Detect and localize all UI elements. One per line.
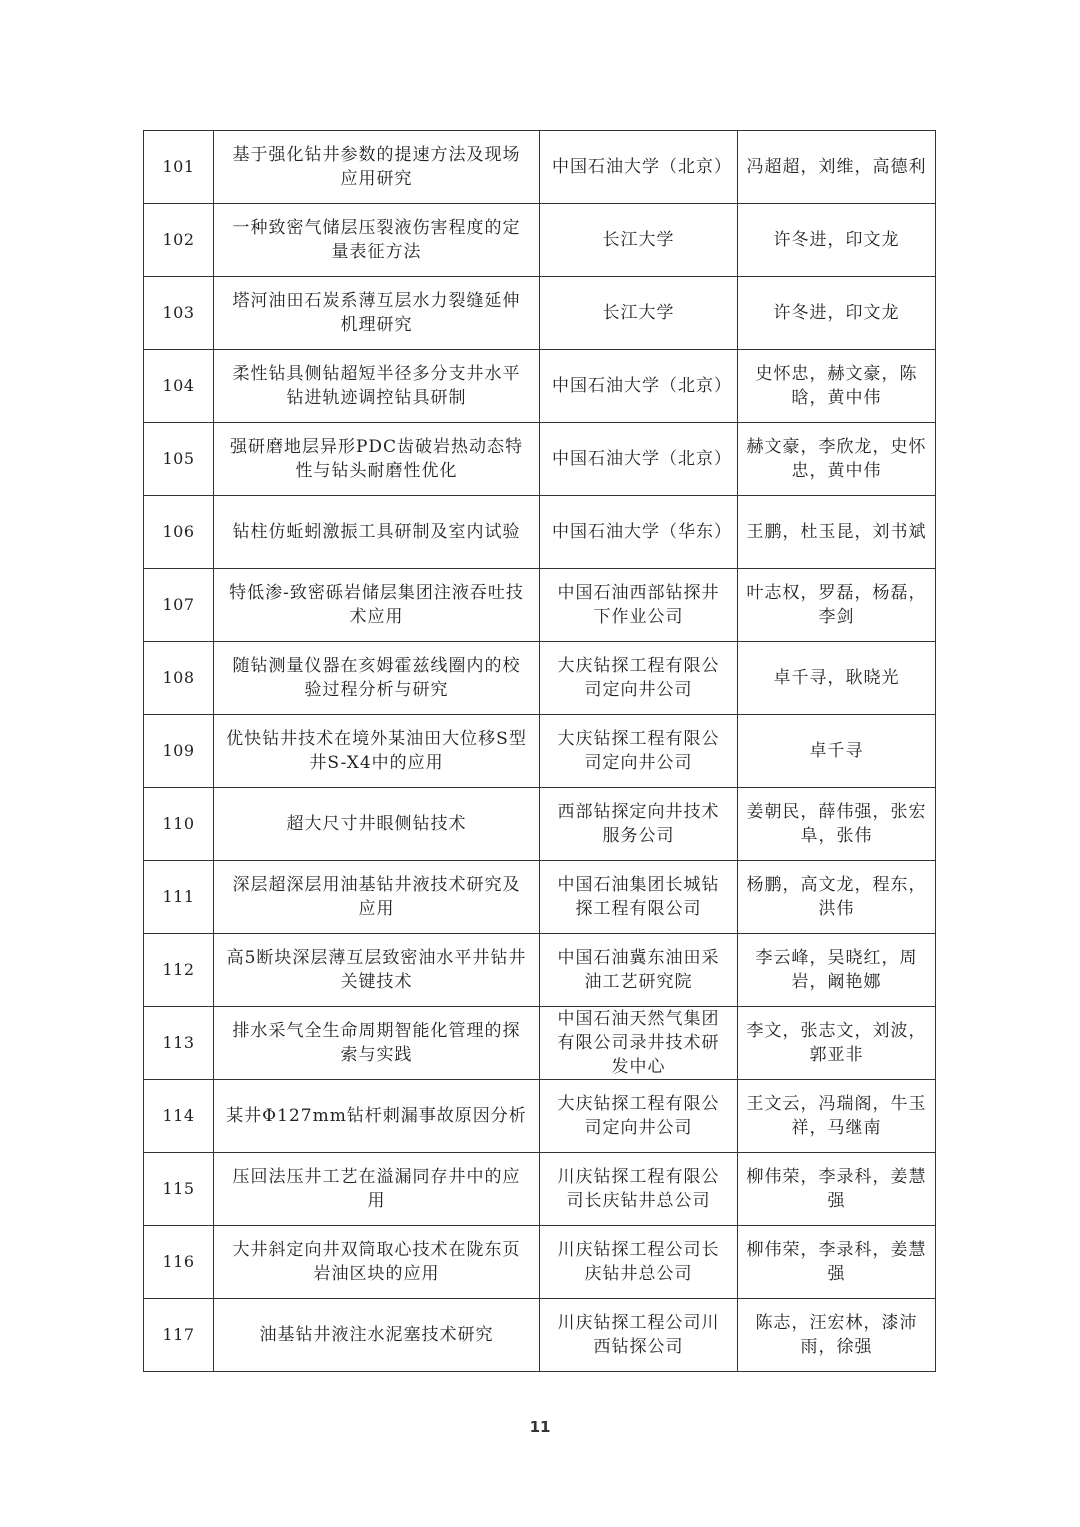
cell-number: 108 — [144, 642, 214, 715]
cell-number: 110 — [144, 788, 214, 861]
cell-title: 大井斜定向井双筒取心技术在陇东页岩油区块的应用 — [214, 1226, 540, 1299]
cell-number: 104 — [144, 350, 214, 423]
table-row — [144, 423, 936, 496]
cell-title: 压回法压井工艺在溢漏同存井中的应用 — [214, 1153, 540, 1226]
table-row — [144, 1080, 936, 1153]
cell-authors: 李文，张志文，刘波，郭亚非 — [738, 1007, 936, 1080]
cell-authors: 卓千寻，耿晓光 — [738, 642, 936, 715]
cell-authors: 冯超超，刘维，高德利 — [738, 131, 936, 204]
cell-authors: 许冬进，印文龙 — [738, 204, 936, 277]
table-row — [144, 861, 936, 934]
cell-title: 强研磨地层异形PDC齿破岩热动态特性与钻头耐磨性优化 — [214, 423, 540, 496]
cell-authors: 赫文豪，李欣龙，史怀忠，黄中伟 — [738, 423, 936, 496]
cell-title: 油基钻井液注水泥塞技术研究 — [214, 1299, 540, 1372]
cell-authors: 杨鹏，高文龙，程东，洪伟 — [738, 861, 936, 934]
table-row — [144, 569, 936, 642]
cell-authors: 王文云，冯瑞阁，牛玉祥，马继南 — [738, 1080, 936, 1153]
cell-number: 105 — [144, 423, 214, 496]
cell-number: 116 — [144, 1226, 214, 1299]
cell-unit: 中国石油集团长城钻探工程有限公司 — [540, 861, 738, 934]
cell-unit: 中国石油大学（北京） — [540, 423, 738, 496]
table-row — [144, 131, 936, 204]
cell-title: 某井Φ127mm钻杆刺漏事故原因分析 — [214, 1080, 540, 1153]
cell-number: 106 — [144, 496, 214, 569]
cell-title: 高5断块深层薄互层致密油水平井钻井关键技术 — [214, 934, 540, 1007]
cell-title: 钻柱仿蚯蚓激振工具研制及室内试验 — [214, 496, 540, 569]
table-row — [144, 642, 936, 715]
table-row — [144, 1007, 936, 1080]
cell-unit: 川庆钻探工程公司川西钻探公司 — [540, 1299, 738, 1372]
cell-unit: 大庆钻探工程有限公司定向井公司 — [540, 642, 738, 715]
cell-title: 一种致密气储层压裂液伤害程度的定量表征方法 — [214, 204, 540, 277]
cell-authors: 叶志权，罗磊，杨磊，李剑 — [738, 569, 936, 642]
cell-authors: 卓千寻 — [738, 715, 936, 788]
table-row — [144, 204, 936, 277]
cell-authors: 柳伟荣，李录科，姜慧强 — [738, 1226, 936, 1299]
cell-unit: 西部钻探定向井技术服务公司 — [540, 788, 738, 861]
cell-unit: 中国石油天然气集团有限公司录井技术研发中心 — [540, 1007, 738, 1080]
table-row — [144, 788, 936, 861]
cell-unit: 长江大学 — [540, 277, 738, 350]
cell-number: 102 — [144, 204, 214, 277]
cell-title: 深层超深层用油基钻井液技术研究及应用 — [214, 861, 540, 934]
cell-number: 117 — [144, 1299, 214, 1372]
cell-unit: 中国石油大学（北京） — [540, 350, 738, 423]
cell-authors: 王鹏，杜玉昆，刘书斌 — [738, 496, 936, 569]
table-row — [144, 277, 936, 350]
table-row — [144, 1226, 936, 1299]
cell-unit: 中国石油冀东油田采油工艺研究院 — [540, 934, 738, 1007]
cell-title: 基于强化钻井参数的提速方法及现场应用研究 — [214, 131, 540, 204]
cell-title: 柔性钻具侧钻超短半径多分支井水平钻进轨迹调控钻具研制 — [214, 350, 540, 423]
table-body — [144, 131, 936, 1372]
cell-title: 特低渗-致密砾岩储层集团注液吞吐技术应用 — [214, 569, 540, 642]
cell-authors: 李云峰，吴晓红，周岩，阚艳娜 — [738, 934, 936, 1007]
cell-number: 113 — [144, 1007, 214, 1080]
table-row — [144, 715, 936, 788]
cell-unit: 川庆钻探工程公司长庆钻井总公司 — [540, 1226, 738, 1299]
cell-number: 101 — [144, 131, 214, 204]
cell-number: 107 — [144, 569, 214, 642]
cell-authors: 许冬进，印文龙 — [738, 277, 936, 350]
cell-title: 排水采气全生命周期智能化管理的探索与实践 — [214, 1007, 540, 1080]
cell-number: 114 — [144, 1080, 214, 1153]
cell-number: 112 — [144, 934, 214, 1007]
cell-authors: 史怀忠，赫文豪，陈晗，黄中伟 — [738, 350, 936, 423]
cell-unit: 大庆钻探工程有限公司定向井公司 — [540, 715, 738, 788]
cell-title: 塔河油田石炭系薄互层水力裂缝延伸机理研究 — [214, 277, 540, 350]
table-row — [144, 1153, 936, 1226]
cell-number: 115 — [144, 1153, 214, 1226]
cell-authors: 柳伟荣，李录科，姜慧强 — [738, 1153, 936, 1226]
cell-unit: 长江大学 — [540, 204, 738, 277]
cell-authors: 姜朝民，薛伟强，张宏阜，张伟 — [738, 788, 936, 861]
cell-unit: 中国石油大学（华东） — [540, 496, 738, 569]
cell-title: 优快钻井技术在境外某油田大位移S型井S-X4中的应用 — [214, 715, 540, 788]
cell-unit: 中国石油大学（北京） — [540, 131, 738, 204]
cell-unit: 大庆钻探工程有限公司定向井公司 — [540, 1080, 738, 1153]
cell-authors: 陈志，汪宏林，漆沛雨，徐强 — [738, 1299, 936, 1372]
cell-number: 111 — [144, 861, 214, 934]
cell-title: 超大尺寸井眼侧钻技术 — [214, 788, 540, 861]
cell-unit: 川庆钻探工程有限公司长庆钻井总公司 — [540, 1153, 738, 1226]
cell-number: 103 — [144, 277, 214, 350]
page-number: 11 — [529, 1418, 551, 1436]
cell-title: 随钻测量仪器在亥姆霍兹线圈内的校验过程分析与研究 — [214, 642, 540, 715]
table-row — [144, 496, 936, 569]
cell-unit: 中国石油西部钻探井下作业公司 — [540, 569, 738, 642]
table-row — [144, 1299, 936, 1372]
awards-table — [143, 130, 936, 1372]
cell-number: 109 — [144, 715, 214, 788]
table-row — [144, 350, 936, 423]
table-row — [144, 934, 936, 1007]
